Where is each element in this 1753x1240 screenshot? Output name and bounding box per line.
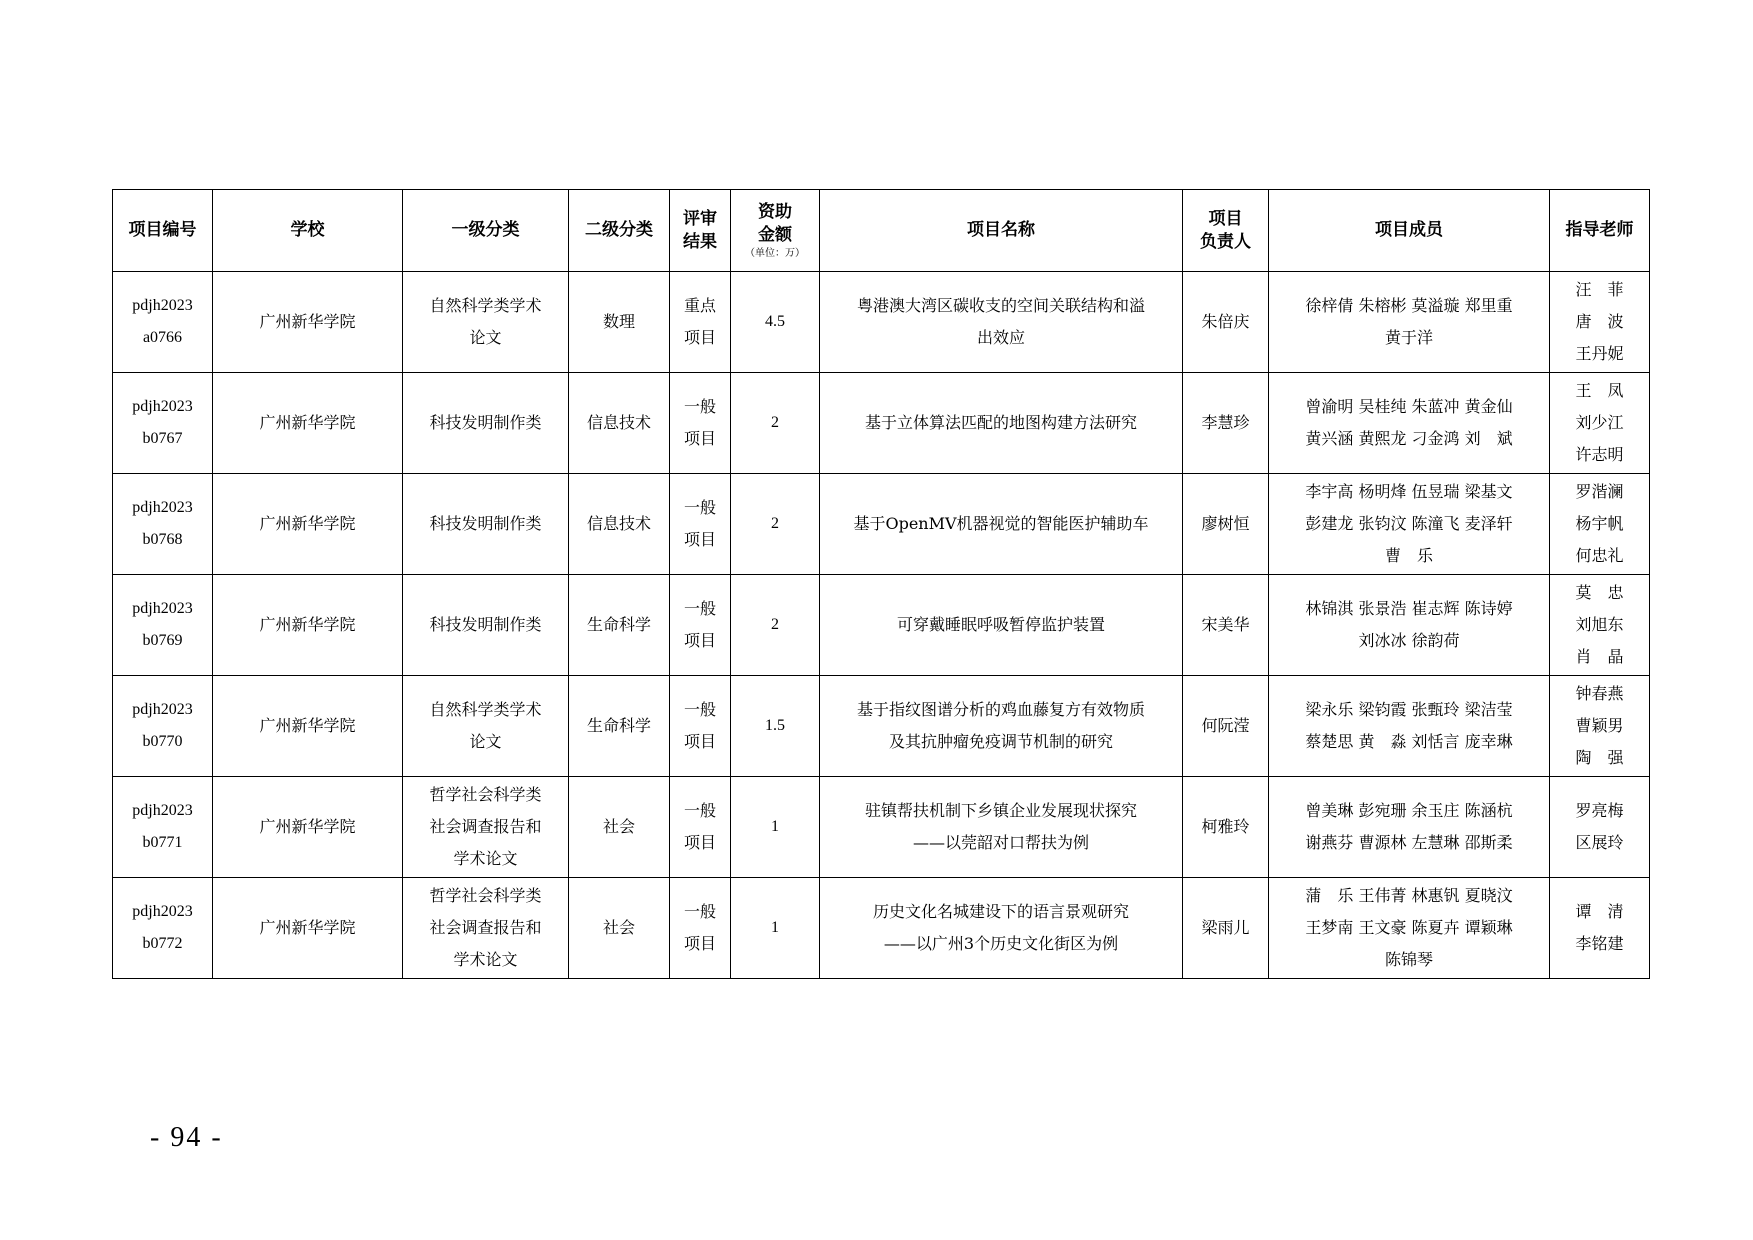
header-amount: 资助 金额 （单位：万） xyxy=(731,190,820,272)
cell-category2 xyxy=(569,575,670,676)
cell-advisors-line: 王 凤 xyxy=(1575,381,1624,400)
cell-members-line: 曾渝明 吴桂纯 朱蓝冲 黄金仙 xyxy=(1305,397,1513,416)
cell-advisors xyxy=(1550,474,1650,575)
cell-name-line: 及其抗肿瘤免疫调节机制的研究 xyxy=(888,732,1113,751)
cell-amount-text: 1 xyxy=(771,818,779,835)
table-row xyxy=(113,373,1650,474)
cell-category2 xyxy=(569,373,670,474)
cell-members-line: 谢燕芬 曹源林 左慧琳 邵斯柔 xyxy=(1305,833,1513,852)
cell-amount xyxy=(731,575,820,676)
cell-category1-line: 自然科学类学术 xyxy=(429,700,542,719)
cell-category2-text: 信息技术 xyxy=(586,413,651,432)
cell-category2-text: 生命科学 xyxy=(586,716,651,735)
cell-members-line: 王梦南 王文豪 陈夏卉 谭颖琳 xyxy=(1305,918,1513,937)
cell-advisors-line: 许志明 xyxy=(1575,445,1624,464)
cell-members xyxy=(1269,373,1550,474)
cell-result-line: 项目 xyxy=(683,429,716,448)
cell-members-line: 曹 乐 xyxy=(1384,546,1433,565)
cell-amount-text: 1 xyxy=(771,919,779,936)
cell-result xyxy=(670,373,731,474)
cell-advisors-line: 曹颖男 xyxy=(1575,716,1624,735)
cell-category1 xyxy=(403,878,569,979)
page-number: - 94 - xyxy=(150,1122,223,1153)
cell-category1-line: 科技发明制作类 xyxy=(429,413,542,432)
header-category2: 二级分类 xyxy=(569,190,670,272)
cell-category1-line: 学术论文 xyxy=(453,950,518,969)
cell-advisors-line: 李铭建 xyxy=(1575,934,1624,953)
cell-name xyxy=(820,272,1183,373)
cell-members-line: 彭建龙 张钧汶 陈潼飞 麦泽轩 xyxy=(1305,514,1513,533)
cell-category1 xyxy=(403,272,569,373)
cell-result-line: 一般 xyxy=(683,801,716,820)
cell-name-line: 驻镇帮扶机制下乡镇企业发展现状探究 xyxy=(864,801,1137,820)
cell-amount xyxy=(731,272,820,373)
cell-result xyxy=(670,474,731,575)
cell-school xyxy=(213,676,403,777)
cell-members-line: 梁永乐 梁钧霞 张甄玲 梁洁莹 xyxy=(1305,700,1513,719)
cell-name xyxy=(820,373,1183,474)
cell-code xyxy=(113,373,213,474)
cell-result-line: 项目 xyxy=(683,934,716,953)
cell-members xyxy=(1269,272,1550,373)
cell-leader xyxy=(1183,676,1269,777)
cell-advisors-line: 杨宇帆 xyxy=(1575,514,1624,533)
cell-members-line: 刘冰冰 徐韵荷 xyxy=(1358,631,1460,650)
cell-leader-text: 廖树恒 xyxy=(1201,514,1250,533)
cell-advisors xyxy=(1550,575,1650,676)
cell-category1-line: 论文 xyxy=(469,328,502,347)
cell-code xyxy=(113,474,213,575)
cell-school-text: 广州新华学院 xyxy=(259,312,356,331)
cell-leader-text: 朱倍庆 xyxy=(1201,312,1250,331)
cell-result-line: 一般 xyxy=(683,397,716,416)
cell-result xyxy=(670,777,731,878)
cell-leader-text: 宋美华 xyxy=(1201,615,1250,634)
cell-amount xyxy=(731,373,820,474)
cell-name-line: ——以广州3个历史文化街区为例 xyxy=(883,934,1119,953)
header-result: 评审 结果 xyxy=(670,190,731,272)
cell-advisors-line: 肖 晶 xyxy=(1575,647,1624,666)
cell-advisors xyxy=(1550,272,1650,373)
cell-code-line: pdjh2023 xyxy=(132,802,193,819)
cell-advisors-line: 区展玲 xyxy=(1575,833,1624,852)
cell-members-line: 陈锦琴 xyxy=(1384,950,1433,969)
cell-result-line: 项目 xyxy=(683,328,716,347)
cell-code-line: pdjh2023 xyxy=(132,297,193,314)
cell-result-line: 一般 xyxy=(683,599,716,618)
cell-school-text: 广州新华学院 xyxy=(259,918,356,937)
cell-members xyxy=(1269,878,1550,979)
cell-members xyxy=(1269,777,1550,878)
cell-name xyxy=(820,474,1183,575)
cell-leader-text: 柯雅玲 xyxy=(1201,817,1250,836)
cell-category2-text: 生命科学 xyxy=(586,615,651,634)
table-row xyxy=(113,676,1650,777)
cell-category1-line: 科技发明制作类 xyxy=(429,514,542,533)
cell-result-line: 一般 xyxy=(683,498,716,517)
cell-members-line: 林锦淇 张景浩 崔志辉 陈诗婷 xyxy=(1305,599,1513,618)
cell-category2-text: 社会 xyxy=(602,817,635,836)
cell-name-line: 粤港澳大湾区碳收支的空间关联结构和溢 xyxy=(856,296,1145,315)
cell-code-line: pdjh2023 xyxy=(132,701,193,718)
cell-code-line: pdjh2023 xyxy=(132,499,193,516)
cell-members-line: 曾美琳 彭宛珊 余玉庄 陈涵杭 xyxy=(1305,801,1513,820)
cell-school xyxy=(213,575,403,676)
header-name: 项目名称 xyxy=(820,190,1183,272)
cell-amount-text: 2 xyxy=(771,515,779,532)
cell-result-line: 项目 xyxy=(683,732,716,751)
cell-advisors-line: 刘少江 xyxy=(1575,413,1624,432)
cell-school-text: 广州新华学院 xyxy=(259,817,356,836)
cell-amount-text: 1.5 xyxy=(765,717,785,734)
cell-code-line: b0769 xyxy=(142,632,183,649)
cell-category2 xyxy=(569,777,670,878)
cell-category2-text: 信息技术 xyxy=(586,514,651,533)
table-row xyxy=(113,474,1650,575)
header-members: 项目成员 xyxy=(1269,190,1550,272)
cell-code xyxy=(113,777,213,878)
cell-school xyxy=(213,878,403,979)
cell-result-line: 项目 xyxy=(683,631,716,650)
cell-result xyxy=(670,272,731,373)
cell-school-text: 广州新华学院 xyxy=(259,413,356,432)
cell-leader xyxy=(1183,474,1269,575)
cell-category1-line: 社会调查报告和 xyxy=(429,918,542,937)
cell-leader xyxy=(1183,878,1269,979)
cell-code-line: pdjh2023 xyxy=(132,600,193,617)
cell-name xyxy=(820,575,1183,676)
cell-advisors xyxy=(1550,373,1650,474)
cell-members xyxy=(1269,474,1550,575)
cell-category1 xyxy=(403,575,569,676)
cell-name-line: ——以莞韶对口帮扶为例 xyxy=(912,833,1089,852)
cell-advisors-line: 刘旭东 xyxy=(1575,615,1624,634)
table-row xyxy=(113,878,1650,979)
cell-advisors-line: 唐 波 xyxy=(1575,312,1624,331)
cell-school xyxy=(213,777,403,878)
cell-category2-text: 社会 xyxy=(602,918,635,937)
project-table xyxy=(112,189,1650,979)
cell-result xyxy=(670,878,731,979)
header-code: 项目编号 xyxy=(113,190,213,272)
cell-leader-text: 何阮滢 xyxy=(1201,716,1250,735)
cell-category1-line: 社会调查报告和 xyxy=(429,817,542,836)
cell-members-line: 蒲 乐 王伟菁 林惠钒 夏晓汶 xyxy=(1305,886,1513,905)
cell-code-line: b0772 xyxy=(142,935,183,952)
cell-advisors xyxy=(1550,878,1650,979)
cell-result-line: 一般 xyxy=(683,902,716,921)
header-amount-unit: （单位：万） xyxy=(745,247,805,259)
cell-amount xyxy=(731,676,820,777)
cell-members-line: 李宇高 杨明烽 伍昱瑞 梁基文 xyxy=(1305,482,1513,501)
header-leader: 项目 负责人 xyxy=(1183,190,1269,272)
cell-result-line: 重点 xyxy=(683,296,716,315)
cell-school-text: 广州新华学院 xyxy=(259,615,356,634)
cell-category2 xyxy=(569,474,670,575)
cell-code xyxy=(113,676,213,777)
table-body xyxy=(113,272,1650,979)
table-row xyxy=(113,575,1650,676)
cell-name xyxy=(820,777,1183,878)
cell-leader-text: 李慧珍 xyxy=(1201,413,1250,432)
cell-code-line: b0770 xyxy=(142,733,183,750)
cell-advisors xyxy=(1550,676,1650,777)
cell-category1 xyxy=(403,373,569,474)
cell-code xyxy=(113,272,213,373)
header-school: 学校 xyxy=(213,190,403,272)
cell-name-line: 历史文化名城建设下的语言景观研究 xyxy=(872,902,1129,921)
cell-leader xyxy=(1183,575,1269,676)
cell-code-line: pdjh2023 xyxy=(132,398,193,415)
cell-result xyxy=(670,575,731,676)
cell-category2 xyxy=(569,676,670,777)
cell-members-line: 黄兴涵 黄熙龙 刁金鸿 刘 斌 xyxy=(1305,429,1513,448)
cell-category1-line: 自然科学类学术 xyxy=(429,296,542,315)
cell-advisors-line: 何忠礼 xyxy=(1575,546,1624,565)
cell-advisors-line: 谭 清 xyxy=(1575,902,1624,921)
cell-category1-line: 学术论文 xyxy=(453,849,518,868)
table-row xyxy=(113,272,1650,373)
cell-category2-text: 数理 xyxy=(602,312,635,331)
cell-advisors-line: 陶 强 xyxy=(1575,748,1624,767)
cell-advisors-line: 罗亮梅 xyxy=(1575,801,1624,820)
cell-category1 xyxy=(403,474,569,575)
cell-category2 xyxy=(569,878,670,979)
table-row xyxy=(113,777,1650,878)
cell-category1-line: 科技发明制作类 xyxy=(429,615,542,634)
cell-amount xyxy=(731,474,820,575)
cell-code-line: b0768 xyxy=(142,531,183,548)
cell-name xyxy=(820,676,1183,777)
cell-advisors-line: 王丹妮 xyxy=(1575,344,1624,363)
cell-members xyxy=(1269,575,1550,676)
cell-result-line: 项目 xyxy=(683,833,716,852)
header-category1: 一级分类 xyxy=(403,190,569,272)
cell-name-line: 出效应 xyxy=(976,328,1025,347)
cell-school xyxy=(213,373,403,474)
cell-advisors xyxy=(1550,777,1650,878)
cell-school xyxy=(213,474,403,575)
cell-category1 xyxy=(403,676,569,777)
cell-members-line: 徐梓倩 朱榕彬 莫溢璇 郑里重 xyxy=(1305,296,1513,315)
cell-members-line: 蔡楚思 黄 淼 刘恬言 庞幸琳 xyxy=(1305,732,1513,751)
cell-leader xyxy=(1183,777,1269,878)
cell-code-line: b0771 xyxy=(142,834,183,851)
cell-advisors-line: 罗湝澜 xyxy=(1575,482,1624,501)
cell-name-line: 可穿戴睡眠呼吸暂停监护装置 xyxy=(896,615,1105,634)
cell-school-text: 广州新华学院 xyxy=(259,514,356,533)
cell-leader xyxy=(1183,272,1269,373)
cell-category1-line: 论文 xyxy=(469,732,502,751)
cell-name xyxy=(820,878,1183,979)
cell-members xyxy=(1269,676,1550,777)
cell-amount xyxy=(731,878,820,979)
cell-amount-text: 4.5 xyxy=(765,313,785,330)
cell-code xyxy=(113,575,213,676)
cell-school xyxy=(213,272,403,373)
header-row xyxy=(113,190,1650,272)
cell-amount-text: 2 xyxy=(771,414,779,431)
cell-result-line: 项目 xyxy=(683,530,716,549)
cell-name-line: 基于指纹图谱分析的鸡血藤复方有效物质 xyxy=(856,700,1145,719)
cell-code-line: a0766 xyxy=(142,329,183,346)
cell-amount-text: 2 xyxy=(771,616,779,633)
cell-advisors-line: 莫 忠 xyxy=(1575,583,1624,602)
cell-name-line: 基于立体算法匹配的地图构建方法研究 xyxy=(864,413,1137,432)
cell-category1-line: 哲学社会科学类 xyxy=(429,785,542,804)
cell-amount xyxy=(731,777,820,878)
cell-category1 xyxy=(403,777,569,878)
cell-advisors-line: 钟春燕 xyxy=(1575,684,1624,703)
cell-code-line: pdjh2023 xyxy=(132,903,193,920)
cell-leader-text: 梁雨儿 xyxy=(1201,918,1250,937)
cell-leader xyxy=(1183,373,1269,474)
cell-code xyxy=(113,878,213,979)
cell-category1-line: 哲学社会科学类 xyxy=(429,886,542,905)
cell-school-text: 广州新华学院 xyxy=(259,716,356,735)
header-advisors: 指导老师 xyxy=(1550,190,1650,272)
cell-result xyxy=(670,676,731,777)
cell-result-line: 一般 xyxy=(683,700,716,719)
cell-members-line: 黄于洋 xyxy=(1384,328,1433,347)
cell-advisors-line: 汪 菲 xyxy=(1575,280,1624,299)
cell-category2 xyxy=(569,272,670,373)
cell-name-line: 基于OpenMV机器视觉的智能医护辅助车 xyxy=(853,514,1149,533)
cell-code-line: b0767 xyxy=(142,430,183,447)
